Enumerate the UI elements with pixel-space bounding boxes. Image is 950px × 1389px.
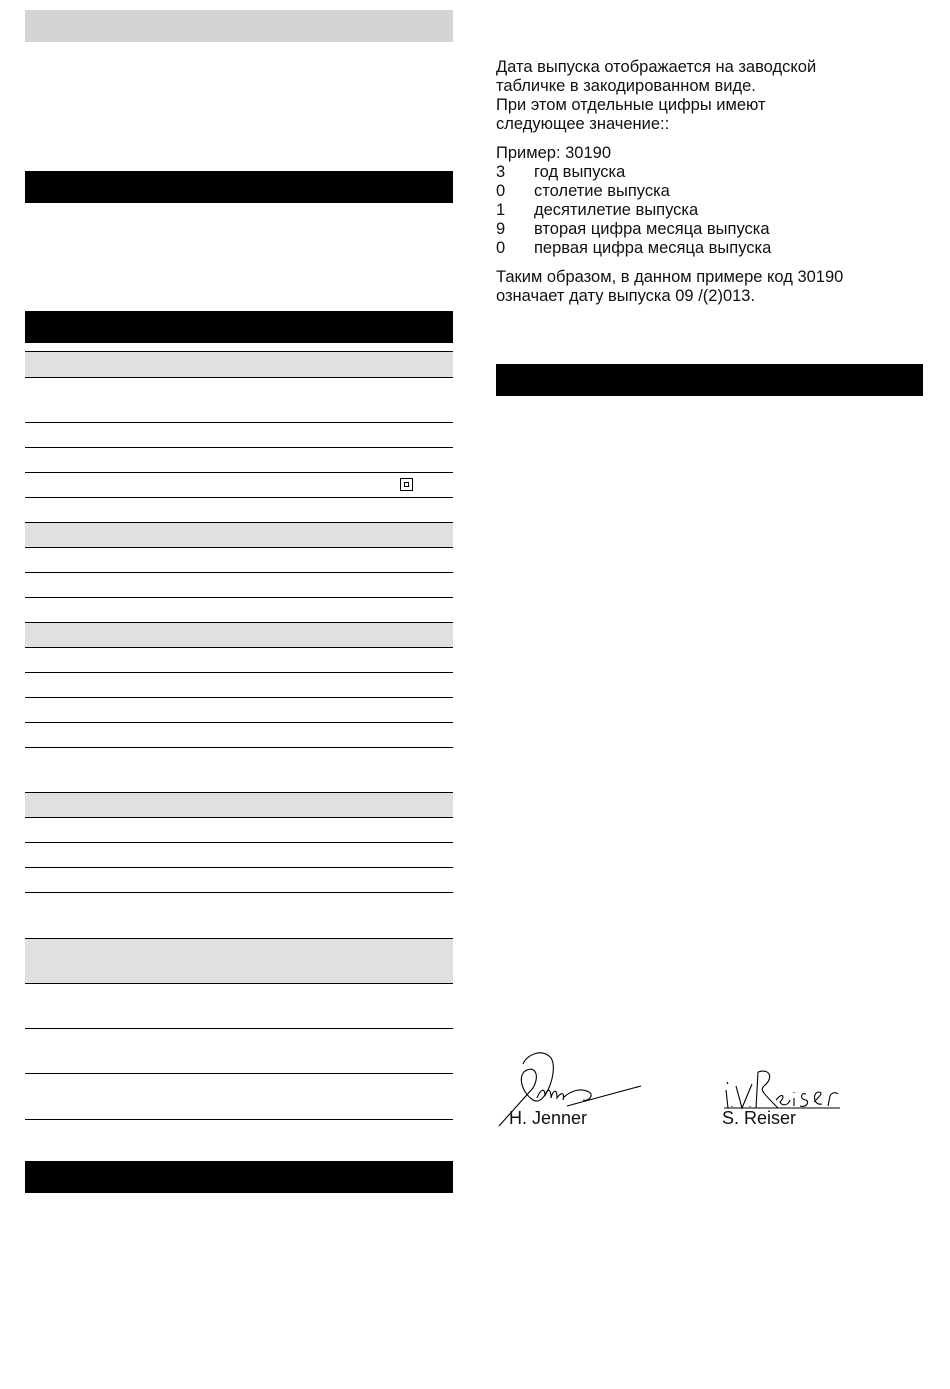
section-header-bar xyxy=(25,1161,453,1193)
date-info-line: При этом отдельные цифры имеют xyxy=(496,96,766,114)
table-row-group-header xyxy=(25,352,453,378)
signatory-name: H. Jenner xyxy=(509,1108,588,1128)
date-info-line: Дата выпуска отображается на заводской xyxy=(496,58,817,76)
code-meaning: первая цифра месяца выпуска xyxy=(534,239,772,257)
table-row xyxy=(25,868,453,893)
section-header-bar-gray xyxy=(25,10,453,42)
code-meaning: столетие выпуска xyxy=(534,182,670,200)
technical-data-table xyxy=(25,351,453,1120)
code-digit: 9 xyxy=(496,220,506,238)
section-header-bar-declaration xyxy=(496,364,923,396)
table-row xyxy=(25,423,453,448)
date-info-paragraph xyxy=(496,58,926,134)
list-item xyxy=(496,201,771,220)
table-row xyxy=(25,648,453,673)
date-info-line: следующее значение:: xyxy=(496,115,670,133)
conclusion-line: Таким образом, в данном примере код 30190 xyxy=(496,268,844,286)
code-meaning: вторая цифра месяца выпуска xyxy=(534,220,770,238)
list-item xyxy=(496,182,771,201)
table-row xyxy=(25,498,453,523)
code-meaning: год выпуска xyxy=(534,163,626,181)
table-row xyxy=(25,818,453,843)
table-row xyxy=(25,843,453,868)
table-row xyxy=(25,1029,453,1074)
table-row-group-header xyxy=(25,939,453,984)
section-header-bar xyxy=(25,171,453,203)
table-row xyxy=(25,748,453,793)
table-row xyxy=(25,473,453,498)
table-row xyxy=(25,984,453,1029)
code-meaning: десятилетие выпуска xyxy=(534,201,699,219)
code-digit: 0 xyxy=(496,239,506,257)
table-row xyxy=(25,723,453,748)
table-row-group-header xyxy=(25,793,453,818)
table-row xyxy=(25,673,453,698)
code-legend-list xyxy=(496,163,771,258)
code-digit: 1 xyxy=(496,201,506,219)
list-item xyxy=(496,163,771,182)
list-item xyxy=(496,239,771,258)
table-row xyxy=(25,548,453,573)
section-header-bar-technical-data xyxy=(25,311,453,343)
protection-class-ii-icon xyxy=(400,478,413,491)
list-item xyxy=(496,220,771,239)
table-row xyxy=(25,598,453,623)
table-row-group-header xyxy=(25,623,453,648)
code-digit: 3 xyxy=(496,163,506,181)
table-row-group-header xyxy=(25,523,453,548)
conclusion-line: означает дату выпуска 09 /(2)013. xyxy=(496,287,756,305)
conclusion-paragraph xyxy=(496,268,926,306)
table-row xyxy=(25,698,453,723)
signatory-name: S. Reiser xyxy=(722,1108,797,1128)
table-row xyxy=(25,893,453,939)
table-row xyxy=(25,448,453,473)
table-row xyxy=(25,573,453,598)
table-row xyxy=(25,378,453,423)
example-title: Пример: 30190 xyxy=(496,144,612,162)
date-info-line: табличке в закодированном виде. xyxy=(496,77,756,95)
table-row xyxy=(25,1074,453,1120)
code-digit: 0 xyxy=(496,182,506,200)
